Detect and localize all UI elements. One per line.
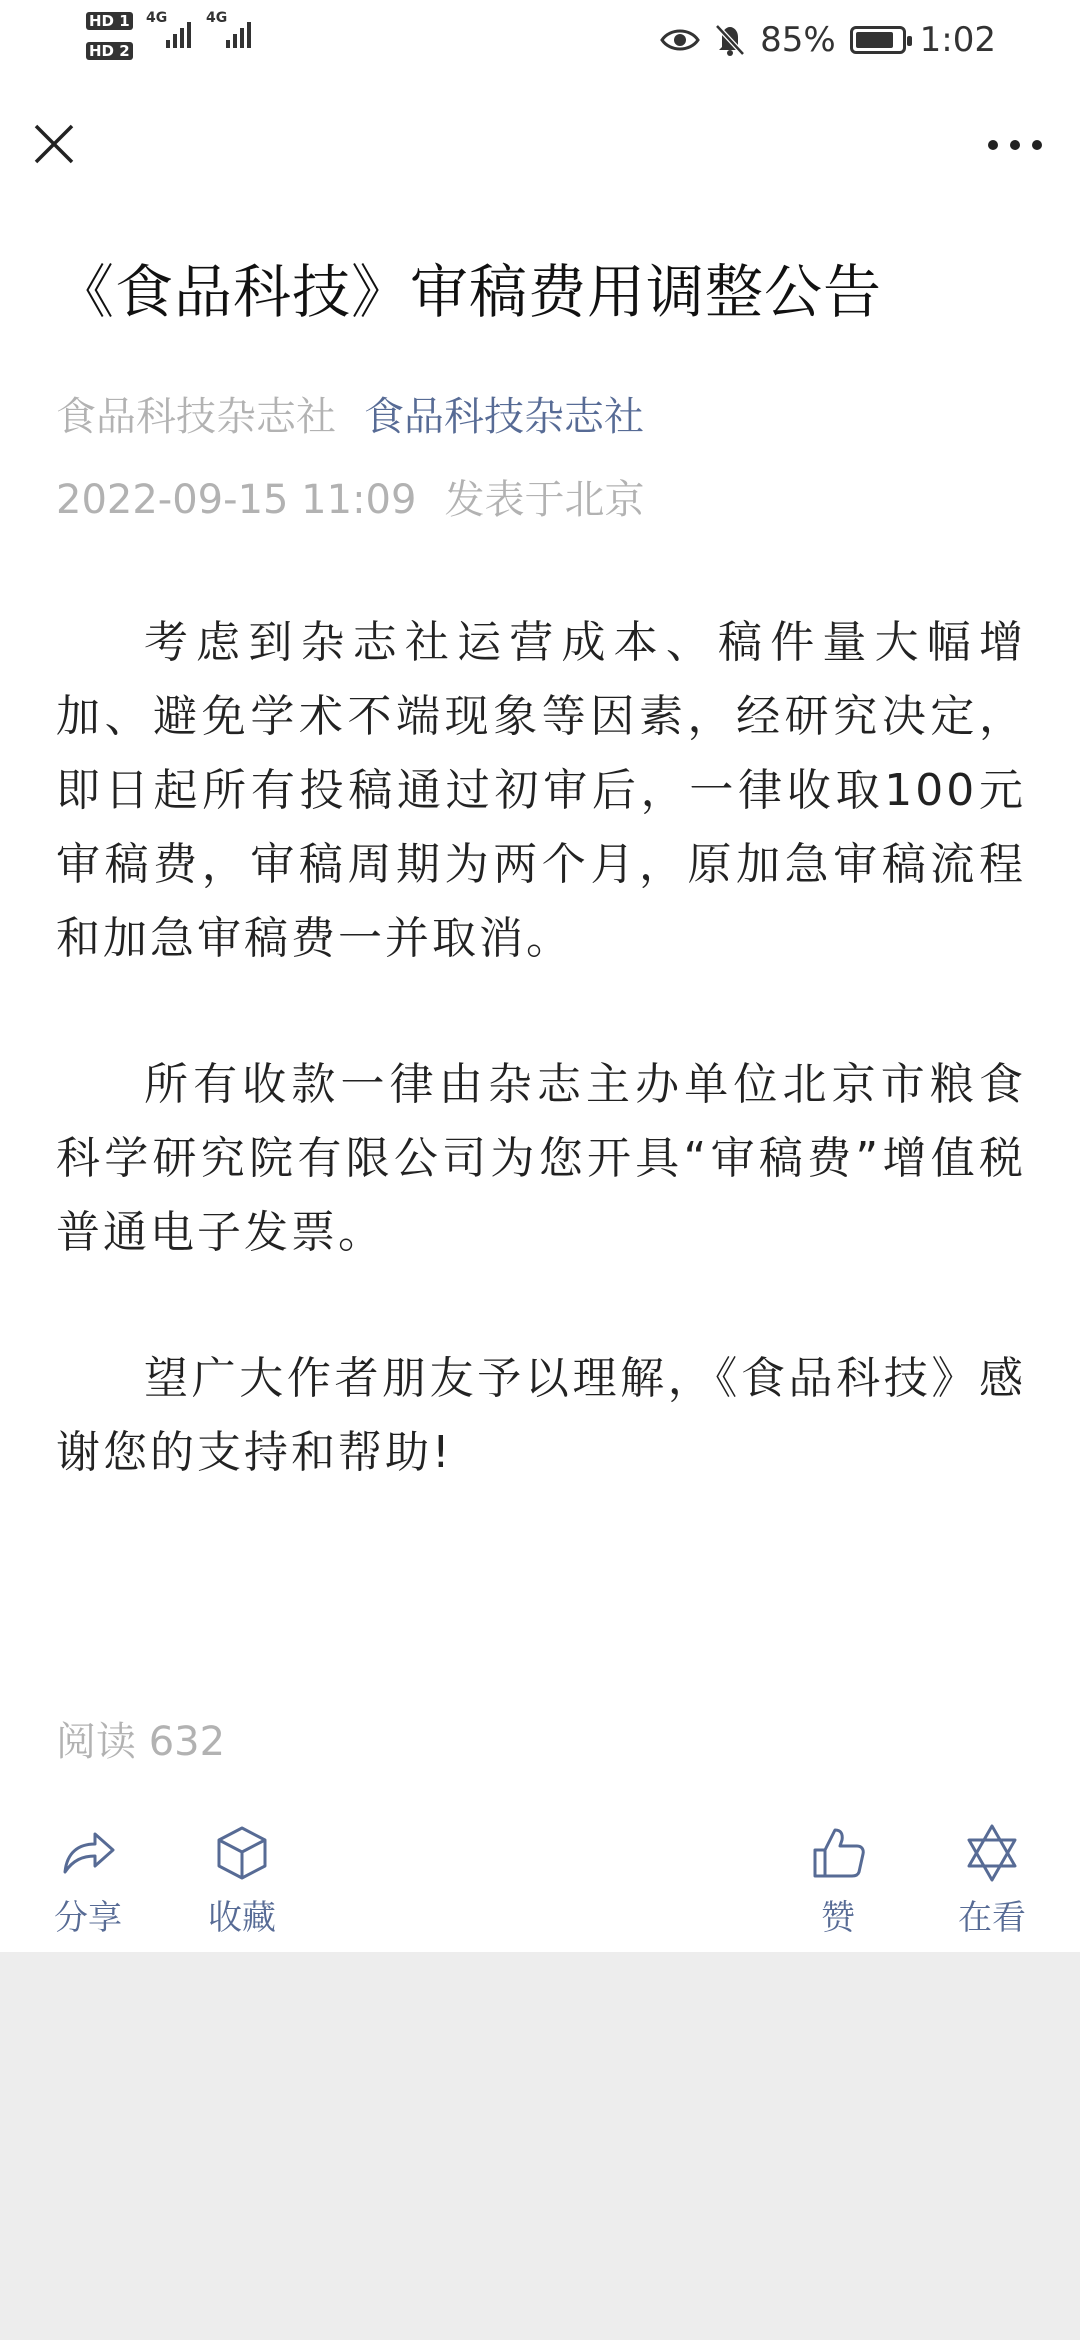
share-button[interactable] — [33, 1822, 143, 1942]
sim2-label: HD 2 — [86, 42, 133, 60]
more-button[interactable] — [980, 128, 1050, 162]
signal-icon — [146, 10, 191, 48]
star-of-david-icon — [961, 1822, 1023, 1884]
favorite-label: 收藏 — [208, 1898, 276, 1938]
article-location: 发表于北京 — [444, 477, 645, 523]
battery-icon — [850, 26, 906, 54]
article-paragraph: 所有收款一律由杂志主办单位北京市粮食科学研究院有限公司为您开具“审稿费”增值税普通电子发票。 — [56, 1059, 1026, 1258]
article-author-line — [56, 385, 644, 442]
article-meta — [56, 468, 644, 525]
more-horizontal-icon — [980, 128, 1050, 162]
network-type-2: 4G — [206, 10, 228, 26]
wow-label: 在看 — [958, 1898, 1026, 1938]
share-label: 分享 — [54, 1898, 122, 1938]
sim1-label: HD 1 — [86, 12, 133, 30]
article-datetime: 2022-09-15 11:09 — [56, 477, 417, 523]
article-title: 《食品科技》审稿费用调整公告 — [56, 258, 883, 326]
close-icon — [28, 118, 80, 170]
article-paragraph: 考虑到杂志社运营成本、稿件量大幅增加、避免学术不端现象等因素，经研究决定，即日起所有投稿通过初审后，一律收取100元审稿费，审稿周期为两个月，原加急审稿流程和加急审稿费一并取消。 — [56, 617, 1026, 964]
like-button[interactable] — [783, 1822, 893, 1942]
cube-icon — [211, 1822, 273, 1884]
battery-percent: 85% — [760, 20, 836, 60]
article-paragraph: 望广大作者朋友予以理解，《食品科技》感谢您的支持和帮助! — [56, 1353, 1026, 1478]
account-link[interactable]: 食品科技杂志社 — [364, 394, 644, 440]
bell-off-icon — [714, 23, 746, 57]
close-button[interactable] — [28, 118, 80, 170]
article-author: 食品科技杂志社 — [56, 394, 336, 440]
eye-icon — [660, 26, 700, 54]
thumbs-up-icon — [807, 1822, 869, 1884]
status-right — [660, 16, 996, 64]
share-icon — [57, 1822, 119, 1884]
sim-status — [86, 12, 276, 72]
battery-fill — [856, 32, 893, 48]
favorite-button[interactable] — [187, 1822, 297, 1942]
network-type-1: 4G — [146, 10, 168, 26]
article-body — [56, 606, 1026, 1562]
signal-icon — [206, 10, 251, 48]
like-label: 赞 — [821, 1898, 855, 1938]
wow-button[interactable] — [937, 1822, 1047, 1942]
read-count: 阅读 632 — [56, 1719, 226, 1765]
status-bar — [0, 0, 1080, 80]
status-time: 1:02 — [919, 20, 996, 60]
